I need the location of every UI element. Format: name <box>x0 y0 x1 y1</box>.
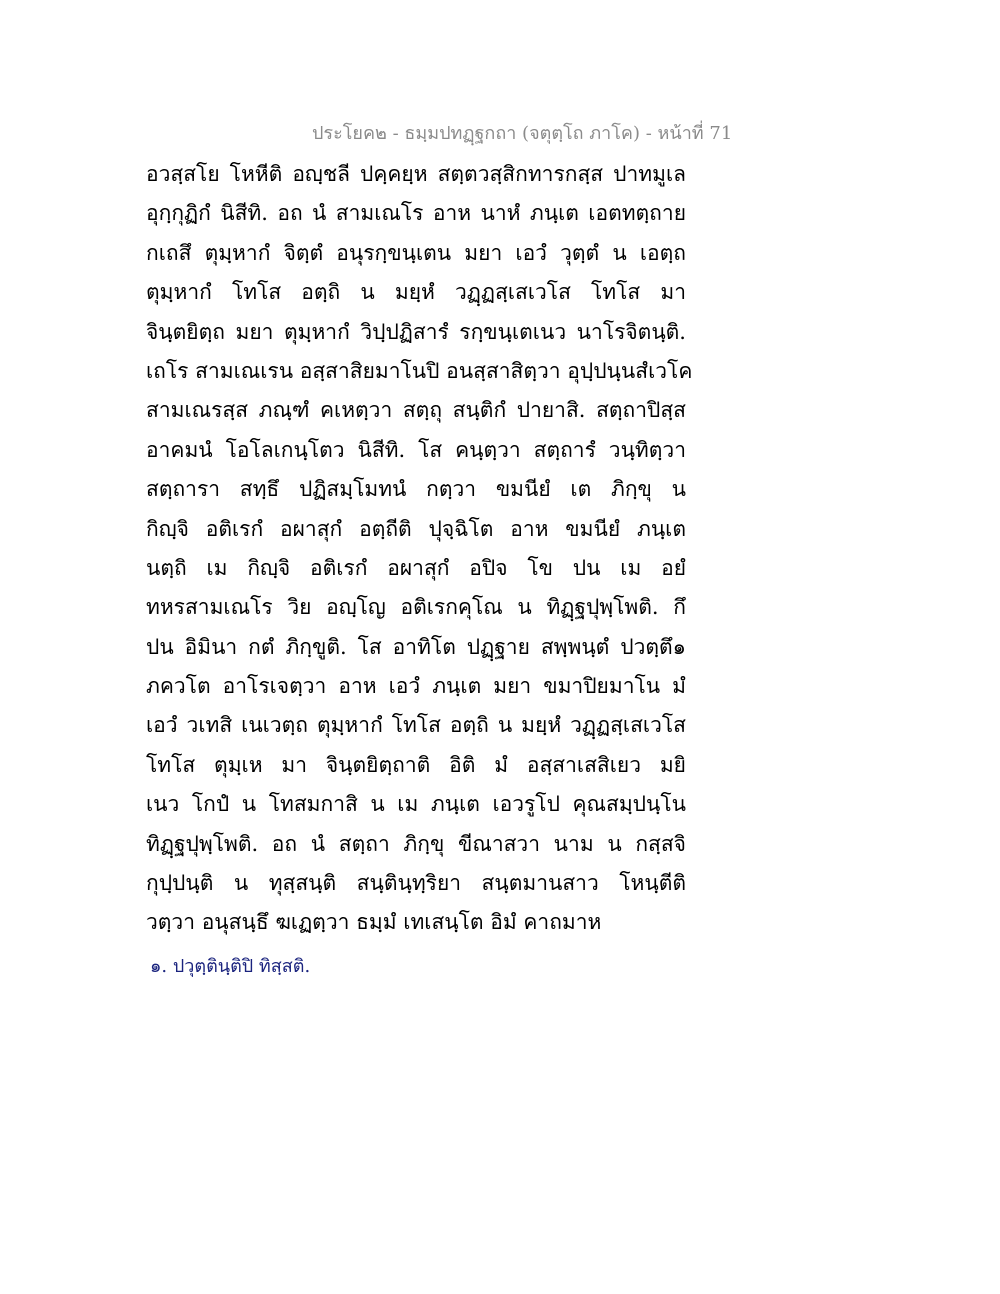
text-line: โทโส ตุมฺเห มา จินฺตยิตฺถาติ อิติ มํ อสฺสาเสสิเยว มยิ <box>146 752 686 777</box>
text-line: อวสฺสโย โหหีติ อญฺชลี ปคฺคยฺห สตฺตวสฺสิกทารกสฺส ปาทมูเล <box>146 162 686 186</box>
running-header: ประโยค๒ - ธมฺมปทฏฺฐกถา (จตุตฺโถ ภาโค) - หน้าที่ 71 <box>312 123 733 144</box>
text-line: กเถสึ ตุมฺหากํ จิตฺตํ อนุรกฺขนฺเตน มยา เอวํ วุตฺตํ น เอตฺถ <box>146 240 686 265</box>
text-line: วตฺวา อนุสนฺธึ ฆเฏตฺวา ธมฺมํ เทเสนฺโต อิมํ คาถมาห <box>146 910 602 935</box>
text-line: อาคมนํ โอโลเกนฺโตว นิสีทิ. โส คนฺตฺวา สตฺถารํ วนฺทิตฺวา <box>146 437 686 462</box>
text-line: เนว โกปํ น โทสมกาสิ น เม ภนฺเต เอวรูโป คุณสมฺปนฺโน <box>146 792 686 817</box>
text-line: กิญฺจิ อติเรกํ อผาสุกํ อตฺถีติ ปุจฺฉิโต อาห ขมนียํ ภนฺเต <box>146 516 686 541</box>
body-text <box>146 158 693 946</box>
text-line: ตุมฺหากํ โทโส อตฺถิ น มยฺหํ วฏฺฏสฺเสเวโส โทโส มา <box>146 280 686 305</box>
text-line: นตฺถิ เม กิญฺจิ อติเรกํ อผาสุกํ อปิจ โข ปน เม อยํ <box>146 555 686 580</box>
text-line: เอวํ วเทสิ เนเวตฺถ ตุมฺหากํ โทโส อตฺถิ น มยฺหํ วฏฺฏสฺเสเวโส <box>146 713 686 738</box>
text-line: อุกฺกุฏิกํ นิสีทิ. อถ นํ สามเณโร อาห นาหํ ภนฺเต เอตทตฺถาย <box>146 201 686 226</box>
text-line: ปน อิมินา กตํ ภิกฺขูติ. โส อาทิโต ปฏฺฐาย สพฺพนฺตํ ปวตฺตึ๑ <box>146 634 686 659</box>
text-line: ภควโต อาโรเจตฺวา อาห เอวํ ภนฺเต มยา ขมาปิยมาโน มํ <box>146 674 686 699</box>
text-line: สามเณรสฺส ภณฺฑํ คเหตฺวา สตฺถุ สนฺติกํ ปายาสิ. สตฺถาปิสฺส <box>146 398 686 423</box>
footnote: ๑. ปวุตฺตินฺติปิ ทิสฺสติ. <box>150 956 311 977</box>
text-line: จินฺตยิตฺถ มยา ตุมฺหากํ วิปฺปฏิสารํ รกฺขนฺเตเนว นาโรจิตนฺติ. <box>146 319 686 344</box>
text-line: ทิฏฺฐปุพฺโพติ. อถ นํ สตฺถา ภิกฺขุ ขีณาสวา นาม น กสฺสจิ <box>146 831 686 856</box>
text-line: เถโร สามเณเรน อสฺสาสิยมาโนปิ อนสฺสาสิตฺวา อุปฺปนฺนสํเวโค <box>146 358 693 383</box>
text-line: สตฺถารา สทฺธึ ปฏิสมฺโมทนํ กตฺวา ขมนียํ เต ภิกฺขุ น <box>146 477 686 502</box>
text-line: กุปฺปนฺติ น ทุสฺสนฺติ สนฺตินฺทฺริยา สนฺตมานสาว โหนฺตีติ <box>146 871 686 896</box>
text-line: ทหรสามเณโร วิย อญฺโญ อติเรกคุโณ น ทิฏฺฐปุพฺโพติ. กึ <box>146 595 686 620</box>
